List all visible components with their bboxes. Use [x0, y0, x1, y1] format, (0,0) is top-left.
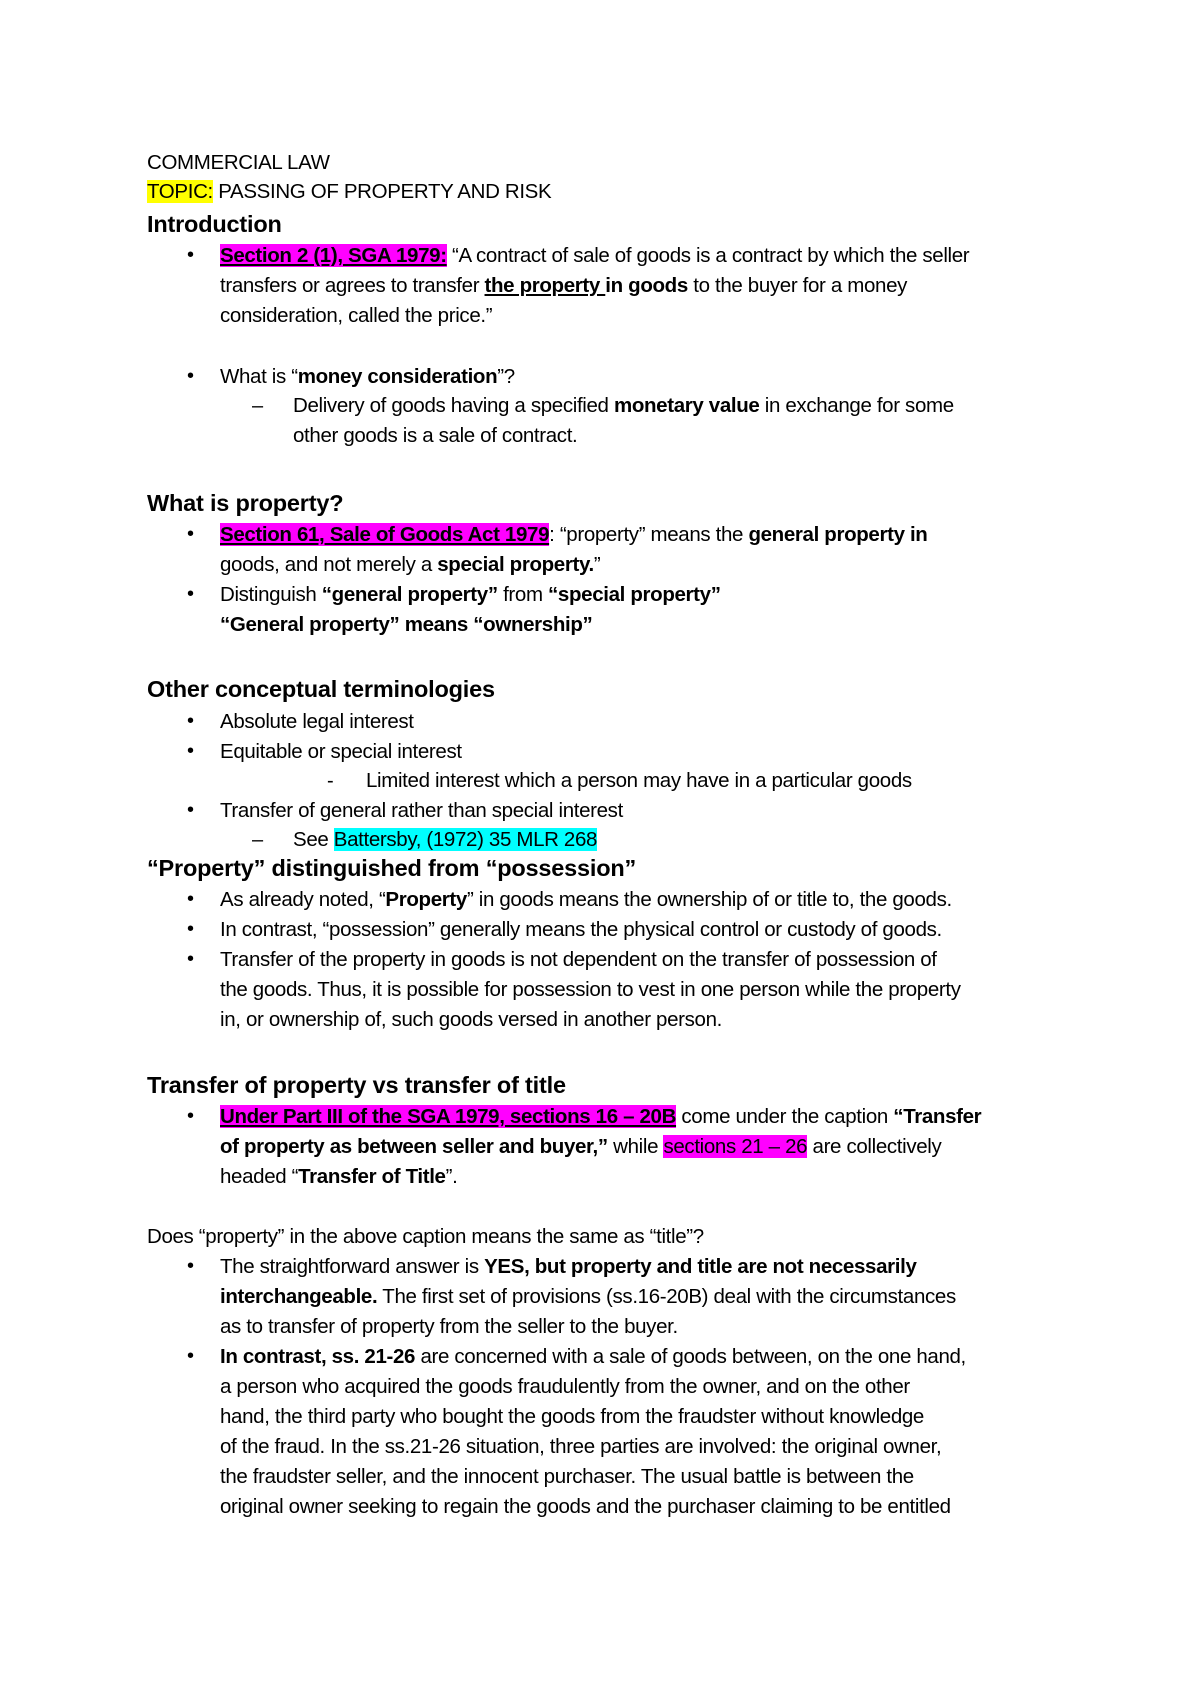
- property-b2-line2: “General property” means “ownership”: [220, 613, 593, 636]
- property-b1-line2: goods, and not merely a special property.”: [220, 553, 601, 576]
- bullet-icon: •: [187, 710, 195, 732]
- heading-property-vs-possession: “Property” distinguished from “possession”: [147, 855, 637, 881]
- intro-b1-line2: transfers or agrees to transfer the property in goods to the buyer for a money: [220, 274, 908, 297]
- intro-b1-line3: consideration, called the price.”: [220, 304, 493, 327]
- question-b2-line5: the fraudster seller, and the innocent purchaser. The usual battle is between the: [220, 1465, 914, 1488]
- question-b2-line3: hand, the third party who bought the goods from the fraudster without knowledge: [220, 1405, 924, 1428]
- bullet-icon: •: [187, 918, 195, 940]
- citation-sections-21-26: sections 21 – 26: [663, 1135, 808, 1158]
- bullet-icon: •: [187, 799, 195, 821]
- bullet-icon: •: [187, 1255, 195, 1277]
- heading-what-is-property: What is property?: [147, 490, 344, 516]
- heading-other-terminologies: Other conceptual terminologies: [147, 676, 495, 702]
- possession-b3-line3: in, or ownership of, such goods versed in another person.: [220, 1008, 722, 1031]
- possession-b3-line1: Transfer of the property in goods is not dependent on the transfer of possession of: [220, 948, 937, 971]
- transfer-b1-line3: headed “Transfer of Title”.: [220, 1165, 458, 1188]
- intro-b2: What is “money consideration”?: [220, 365, 515, 388]
- intro-b2-sub1: Delivery of goods having a specified monetary value in exchange for some: [293, 394, 954, 417]
- course-title: COMMERCIAL LAW: [147, 151, 330, 174]
- heading-introduction: Introduction: [147, 211, 282, 237]
- transfer-b1-line2: of property as between seller and buyer,” while sections 21 – 26 are collectively: [220, 1135, 942, 1158]
- citation-battersby: Battersby, (1972) 35 MLR 268: [333, 828, 598, 851]
- terms-item2: Equitable or special interest: [220, 740, 462, 763]
- question-b2-line2: a person who acquired the goods fraudulently from the owner, and on the other: [220, 1375, 910, 1398]
- terms-item3: Transfer of general rather than special interest: [220, 799, 623, 822]
- dash-icon: –: [252, 395, 264, 417]
- terms-item3-see: See Battersby, (1972) 35 MLR 268: [293, 828, 598, 851]
- bullet-icon: •: [187, 888, 195, 910]
- property-b2-line1: Distinguish “general property” from “special property”: [220, 583, 721, 606]
- possession-b2: In contrast, “possession” generally means the physical control or custody of goods.: [220, 918, 942, 941]
- question-line: Does “property” in the above caption means the same as “title”?: [147, 1225, 704, 1248]
- transfer-b1-line1: Under Part III of the SGA 1979, sections 16 – 20B come under the caption “Transfer: [220, 1105, 982, 1128]
- topic-line: [147, 179, 551, 205]
- citation-sga-s2: Section 2 (1), SGA 1979:: [220, 244, 447, 267]
- topic-label: TOPIC:: [147, 180, 213, 203]
- intro-b1-line1: Section 2 (1), SGA 1979: “A contract of sale of goods is a contract by which the seller: [220, 244, 970, 267]
- terms-item2-sub: Limited interest which a person may have in a particular goods: [366, 769, 912, 792]
- citation-sga-s61: Section 61, Sale of Goods Act 1979: [220, 523, 550, 546]
- property-b1-line1: Section 61, Sale of Goods Act 1979: “property” means the general property in: [220, 523, 928, 546]
- bullet-icon: •: [187, 583, 195, 605]
- question-b1-line2: interchangeable. The first set of provisions (ss.16-20B) deal with the circumstances: [220, 1285, 956, 1308]
- question-b1-line3: as to transfer of property from the seller to the buyer.: [220, 1315, 678, 1338]
- intro-b2-sub2: other goods is a sale of contract.: [293, 424, 578, 447]
- heading-transfer-property-vs-title: Transfer of property vs transfer of title: [147, 1072, 566, 1098]
- question-b2-line4: of the fraud. In the ss.21-26 situation, three parties are involved: the original owner,: [220, 1435, 942, 1458]
- citation-part-iii: Under Part III of the SGA 1979, sections 16 – 20B: [220, 1105, 677, 1128]
- bullet-icon: •: [187, 1105, 195, 1127]
- topic-text: PASSING OF PROPERTY AND RISK: [212, 180, 552, 203]
- possession-b3-line2: the goods. Thus, it is possible for possession to vest in one person while the property: [220, 978, 961, 1001]
- bullet-icon: •: [187, 523, 195, 545]
- bullet-icon: •: [187, 740, 195, 762]
- bullet-icon: •: [187, 244, 195, 266]
- bullet-icon: •: [187, 365, 195, 387]
- question-b2-line1: In contrast, ss. 21-26 are concerned with a sale of goods between, on the one hand,: [220, 1345, 966, 1368]
- dash-icon: –: [252, 829, 264, 851]
- question-b2-line6: original owner seeking to regain the goods and the purchaser claiming to be entitled: [220, 1495, 951, 1518]
- hyphen-icon: -: [327, 770, 334, 792]
- bullet-icon: •: [187, 948, 195, 970]
- question-b1-line1: The straightforward answer is YES, but property and title are not necessarily: [220, 1255, 917, 1278]
- terms-item1: Absolute legal interest: [220, 710, 414, 733]
- bullet-icon: •: [187, 1345, 195, 1367]
- possession-b1: As already noted, “Property” in goods means the ownership of or title to, the goods.: [220, 888, 952, 911]
